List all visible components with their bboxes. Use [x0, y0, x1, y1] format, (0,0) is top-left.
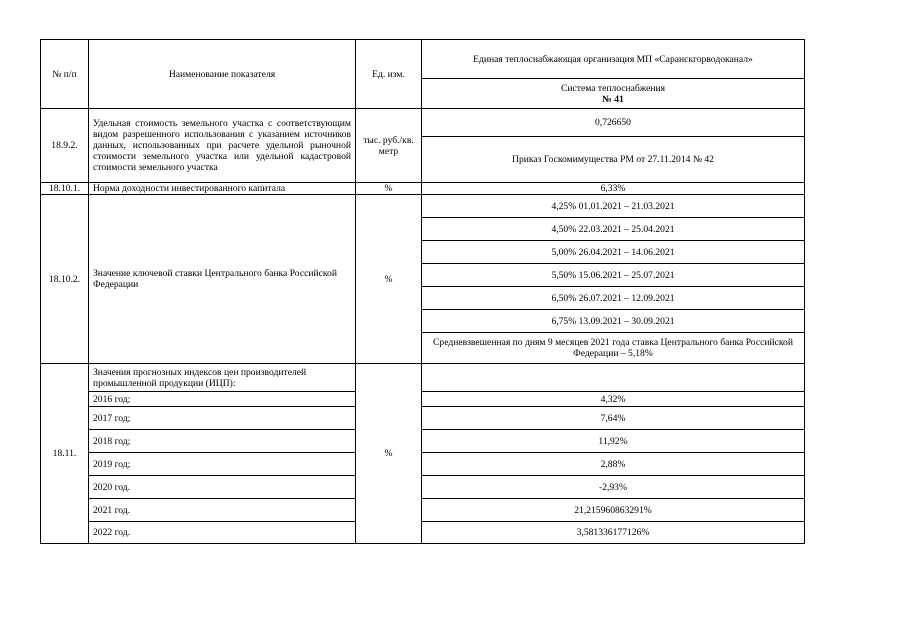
- header-system: [422, 79, 805, 109]
- row-18-10-1-unit: %: [356, 183, 422, 195]
- ppi-year-value: 21,215960863291%: [422, 499, 805, 522]
- ppi-year-value: 11,92%: [422, 430, 805, 453]
- row-18-9-2-num: 18.9.2.: [41, 109, 89, 183]
- key-rate-period: 6,50% 26.07.2021 – 12.09.2021: [422, 287, 805, 310]
- ppi-year-value: 7,64%: [422, 407, 805, 430]
- key-rate-period: 6,75% 13.09.2021 – 30.09.2021: [422, 310, 805, 333]
- key-rate-average: Средневзвешенная по дням 9 месяцев 2021 года ставка Центрального банка Российской Федерации – 5,18%: [422, 333, 805, 364]
- header-system-line1: Система теплоснабжения: [560, 82, 666, 94]
- row-18-9-2-name: Удельная стоимость земельного участка с соответствующим видом разрешенного использования с указанием источников данных, использованных при расчете удельной рыночной стоимости земельного участка или удельной кадастровой стоимости земельного участка: [89, 109, 356, 183]
- ppi-year-value: 2,88%: [422, 453, 805, 476]
- row-18-11-unit: %: [356, 364, 422, 544]
- ppi-year-label: 2021 год.: [89, 499, 356, 522]
- ppi-year-value: -2,93%: [422, 476, 805, 499]
- ppi-year-label: 2019 год;: [89, 453, 356, 476]
- ppi-year-label: 2018 год;: [89, 430, 356, 453]
- ppi-year-value: 4,32%: [422, 392, 805, 407]
- ppi-year-label: 2017 год;: [89, 407, 356, 430]
- key-rate-period: 5,50% 15.06.2021 – 25.07.2021: [422, 264, 805, 287]
- key-rate-period: 4,25% 01.01.2021 – 21.03.2021: [422, 195, 805, 218]
- row-18-10-2-unit: %: [356, 195, 422, 364]
- row-18-9-2-value: 0,726650: [422, 109, 805, 137]
- row-18-10-2-name: Значение ключевой ставки Центрального банка Российской Федерации: [89, 195, 356, 364]
- row-18-10-1-num: 18.10.1.: [41, 183, 89, 195]
- row-18-10-1-value: 6,33%: [422, 183, 805, 195]
- row-18-9-2-source: Приказ Госкомимущества РМ от 27.11.2014 № 42: [422, 137, 805, 183]
- key-rate-period: 5,00% 26.04.2021 – 14.06.2021: [422, 241, 805, 264]
- ppi-year-label: 2016 год;: [89, 392, 356, 407]
- row-18-10-1-name: Норма доходности инвестированного капитала: [89, 183, 356, 195]
- header-name: Наименование показателя: [89, 40, 356, 109]
- header-unit: Ед. изм.: [356, 40, 422, 109]
- header-num: № п/п: [41, 40, 89, 109]
- row-18-11-num: 18.11.: [41, 364, 89, 544]
- ppi-year-label: 2022 год.: [89, 522, 356, 544]
- header-organization: Единая теплоснабжающая организация МП «Саранскгорводоканал»: [422, 40, 805, 79]
- row-18-11-empty-value: [422, 364, 805, 392]
- tariff-parameters-table: [40, 39, 805, 544]
- ppi-year-label: 2020 год.: [89, 476, 356, 499]
- key-rate-period: 4,50% 22.03.2021 – 25.04.2021: [422, 218, 805, 241]
- row-18-9-2-unit: тыс. руб./кв. метр: [356, 109, 422, 183]
- row-18-10-2-num: 18.10.2.: [41, 195, 89, 364]
- header-system-number: № 41: [602, 93, 624, 105]
- row-18-11-name: Значения прогнозных индексов цен производителей промышленной продукции (ИЦП):: [89, 364, 356, 392]
- ppi-year-value: 3,581336177126%: [422, 522, 805, 544]
